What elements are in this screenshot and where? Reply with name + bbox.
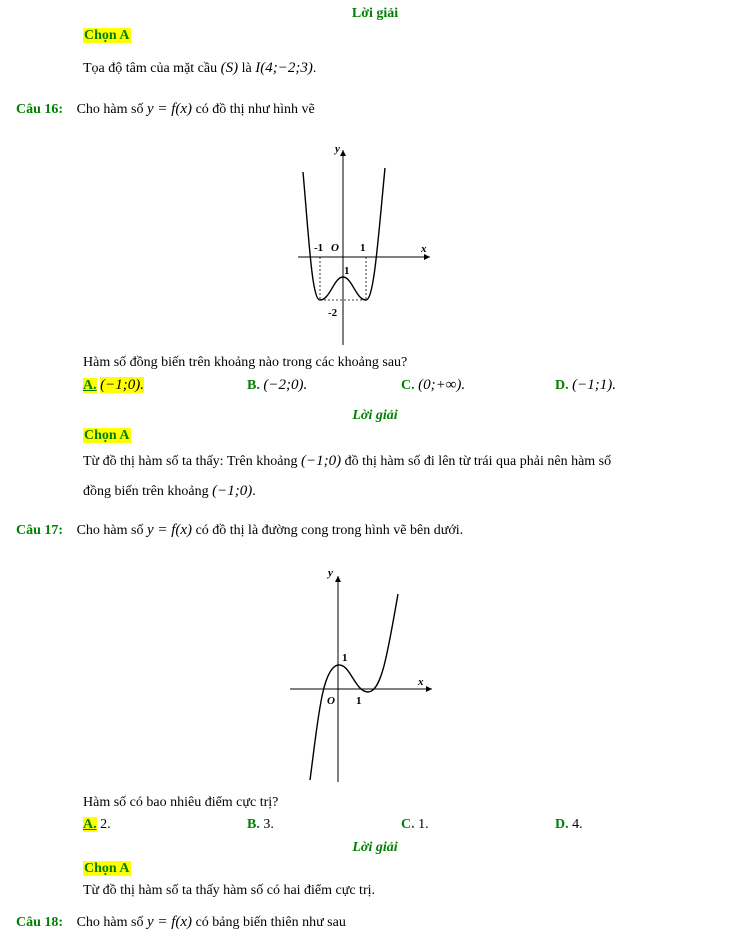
x-axis-label: x [418,676,424,688]
solution-text-line2: đồng biến trên khoảng (−1;0). [83,483,256,499]
origin-label: O [331,242,339,254]
option-a[interactable]: A. 2. [83,817,111,832]
graph-quartic [285,138,440,348]
function-curve [303,168,385,300]
question-label: Câu 16: [16,102,64,117]
function-curve [310,594,398,780]
solution-text: Tọa độ tâm của mặt cầu (S) là I(4;−2;3). [83,60,317,76]
x-axis-label: x [421,243,427,255]
answer-choice [83,861,131,877]
tick-label-neg1: -1 [314,242,324,254]
question-17-text: Hàm số có bao nhiêu điểm cực trị? [83,795,279,810]
tick-label-y1: 1 [344,265,350,277]
solution-heading: Lời giải [352,408,398,423]
option-c[interactable]: C. 1. [401,817,429,832]
option-b[interactable]: B. (−2;0). [247,377,308,393]
solution-text: Từ đồ thị hàm số ta thấy hàm số có hai điểm cực trị. [83,883,375,898]
answer-choice-label: Chọn A [84,861,130,876]
question-16-stem: Câu 16: Cho hàm số y = f(x) có đồ thị như hình vẽ [16,101,315,117]
tick-label-1: 1 [356,695,362,707]
option-d[interactable]: D. (−1;1). [555,377,616,393]
answer-choice [83,28,131,44]
question-18-stem: Câu 18: Cho hàm số y = f(x) có bảng biến thiên như sau [16,914,346,930]
option-c[interactable]: C. (0;+∞). [401,377,466,393]
option-b[interactable]: B. 3. [247,817,274,832]
option-a[interactable]: A. (−1;0). [83,377,144,393]
answer-choice-label: Chọn A [84,28,130,43]
tick-label-yneg2: -2 [328,307,338,319]
solution-text-line1: Từ đồ thị hàm số ta thấy: Trên khoảng (−1;0) đồ thị hàm số đi lên từ trái qua phải nên hàm số [83,453,612,469]
question-17-stem: Câu 17: Cho hàm số y = f(x) có đồ thị là đường cong trong hình vẽ bên dưới. [16,522,464,538]
answer-choice [83,428,131,444]
tick-label-y1: 1 [342,652,348,664]
solution-heading: Lời giải [352,840,398,855]
tick-label-1: 1 [360,242,366,254]
y-axis-label: y [335,143,340,155]
answer-choice-label: Chọn A [84,428,130,443]
question-16-text: Hàm số đồng biến trên khoảng nào trong các khoảng sau? [83,355,408,370]
question-label: Câu 17: [16,523,64,538]
origin-label: O [327,695,335,707]
option-d[interactable]: D. 4. [555,817,583,832]
y-axis-label: y [328,567,333,579]
graph-cubic [285,562,435,784]
question-label: Câu 18: [16,915,64,930]
solution-heading: Lời giải [351,6,399,21]
